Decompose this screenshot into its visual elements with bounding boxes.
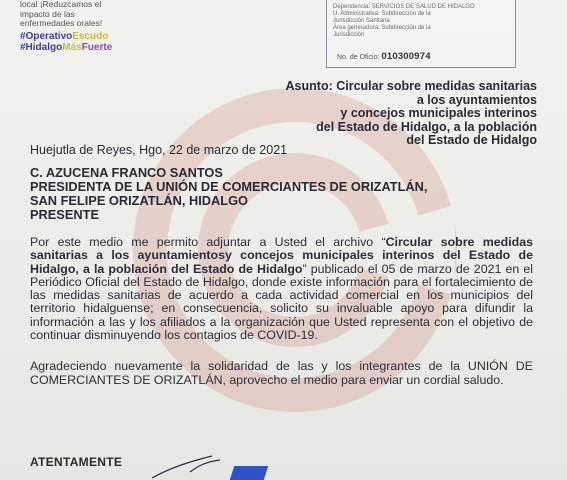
signature-icon [150, 450, 230, 480]
recipient-place: SAN FELIPE ORIZATLÁN, HIDALGO [30, 193, 249, 208]
body-paragraph-2: Agradeciendo nuevamente la solidaridad de las y los integrantes de la UNIÓN DE COMERCIANTES DE ORIZATLÁN, aprovecho el medio para enviar un cordial saludo. [30, 359, 533, 387]
hidalgo-mas: Más [62, 41, 82, 53]
oficio-label: No. de Oficio: [337, 54, 380, 61]
campaign-corner-text [20, 0, 170, 53]
hidalgo-hash: #Hidalgo [20, 41, 63, 53]
stamp-line-4: Área generadora: Subdirección de la [333, 25, 431, 31]
body-p1-intro: Por este medio me permito adjuntar a Usted el archivo “ [30, 235, 386, 249]
body-p1-document-title: Circular sobre medidas sanitarias a los ayuntamientosy concejos municipales interinos del Estado de Hidalgo, a la población del Estado de Hidalgo [30, 235, 533, 276]
operativo-hash: #Operativo [20, 30, 73, 42]
body-p1-rest: ” publicado el 05 de marzo de 2021 en el Periódico Oficial del Estado de Hidalgo, donde existe información para el fortalecimiento de las medidas sanitarias de acuerdo a cada actividad comercial en los municipios del territorio hidalguense; en consecuencia, solicito su invaluable apoyo para difundir la información a las y los afiliados a la organización que Usted representa con el objetivo de continuar disminuyendo los contagios de COVID-19. [30, 261, 534, 343]
stamp-line-1: Dependencia: SERVICIOS DE SALUD DE HIDALGO [333, 4, 475, 10]
place-date: Huejutla de Reyes, Hgo, 22 de marzo de 2021 [30, 143, 288, 157]
recipient-presente: PRESENTE [30, 207, 99, 222]
subject-line-2: a los ayuntamientos [416, 92, 537, 107]
hidalgo-mas-fuerte-hashtag [20, 42, 170, 53]
operativo-escudo-hashtag [20, 31, 170, 42]
stamp-line-2: U. Administrativa: Subdirección de la [333, 11, 431, 17]
closing-atentamente: ATENTAMENTE [30, 455, 123, 469]
office-stamp-box [326, 0, 516, 68]
subject-line-1: Asunto: Circular sobre medidas sanitarias [285, 79, 537, 93]
oficio-value: 010300974 [381, 51, 431, 62]
recipient-block [30, 166, 427, 222]
campaign-line-1: local ¡Reduzcamos el [20, 0, 102, 9]
letter-body [30, 236, 533, 387]
stamp-line-3: Jurisdicción Sanitaria [333, 18, 390, 24]
recipient-role: PRESIDENTA DE LA UNIÓN DE COMERCIANTES DE ORIZATLÁN, [30, 179, 428, 194]
stamp-line-5: Jurisdicción [333, 32, 365, 38]
recipient-name: C. AZUCENA FRANCO SANTOS [30, 165, 223, 180]
subject-line-4: del Estado de Hidalgo, a la población [316, 119, 537, 134]
body-paragraph-1 [30, 236, 533, 342]
seal-fragment-icon [230, 466, 269, 480]
campaign-line-2: impacto de las [20, 8, 75, 19]
subject-line-3: y concejos municipales interinos [340, 106, 537, 120]
hidalgo-fuerte: Fuerte [81, 41, 113, 53]
subject-line-5: del Estado de Hidalgo [406, 133, 537, 147]
campaign-line-3: enfermedades orales! [20, 18, 103, 28]
oficio-number [337, 53, 431, 61]
subject-block [286, 80, 537, 148]
operativo-escudo: Escudo [72, 30, 109, 42]
